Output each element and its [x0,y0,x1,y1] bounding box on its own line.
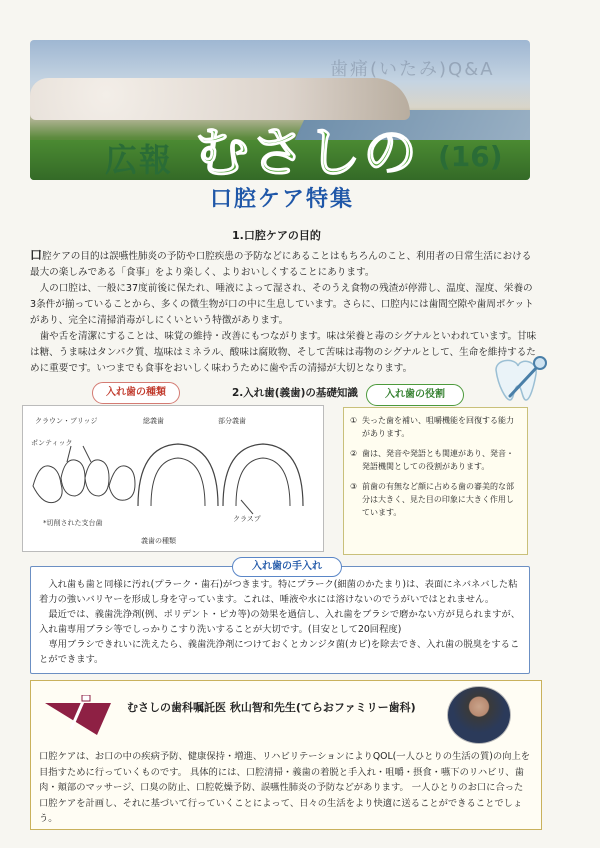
doctor-message-body: 口腔ケアは、お口の中の疾病予防、健康保持・増進、リハビリテーションによりQOL(一人ひとりの生活の質)の向上を目指すために行っていくものです。 具体的には、口腔清掃・義歯の着脱と手入れ・咀嚼・摂食・嚥下のリハビリ、歯肉・頬部のマッサージ、口臭の防止、口腔乾燥予防、誤嚥性肺炎の予防などがあります。 一人ひとりのお口に合った口腔ケアを計画し、それに基づいて行っていくことによって、日々の生活をより快適に送ることができることでしょう。 [39,751,531,824]
denture-drawings [23,406,323,551]
issue-number: (16) [438,140,503,173]
section1-paragraph: 歯や舌を清潔にすることは、味覚の維持・改善にもつながります。味は栄養と毒のシグナルといわれています。甘味は糖、うま味はタンパク質、塩味はミネラル、酸味は腐敗物、そして苦味は毒物のシグナルとして、生命を維持するために重要です。いつまでも食事をおいしく味わうために歯や舌の清掃が大切となります。 [30,331,537,374]
banner-watermark: 歯痛(いたみ)Q&A [330,59,495,80]
care-paragraph: 最近では、義歯洗浄剤(例、ポリデント・ピカ等)の効果を過信し、入れ歯をブラシで磨かない方が見られますが、入れ歯専用ブラシ等でしっかりこすり洗いすることが大切です。(目安として20回程度) [39,609,521,635]
tooth-mirror-icon [488,352,548,408]
list-item: ③ 前歯の有無など顔に占める歯の審美的な部分は大きく、見た目の印象に大きく作用しています。 [350,482,514,517]
care-paragraph: 専用ブラシできれいに洗えたら、義歯洗浄剤につけておくとカンジタ菌(カビ)を除去でき、入れ歯の脱臭をすることができます。 [39,639,520,665]
denture-care-body [31,567,529,667]
toothbrush-flag-icon [45,695,115,737]
denture-care-box [30,566,530,674]
feature-title: 口腔ケア特集 [210,187,355,212]
full-denture-label: 総義歯 [143,417,164,425]
list-item: ① 失った歯を補い、咀嚼機能を回復する能力があります。 [350,416,514,438]
crown-bridge-label: クラウン・ブリッジ [35,417,98,425]
denture-roles-label: 入れ歯の役割 [366,384,464,406]
newsletter-title: むさしの [195,121,419,184]
denture-types-diagram [22,405,324,552]
prepared-tooth-label: *切削された支台歯 [43,519,103,527]
denture-types-label: 入れ歯の種類 [92,382,180,404]
denture-care-label: 入れ歯の手入れ [232,557,342,577]
section1-body [30,247,538,377]
section1-paragraph: 人の口腔は、一般に37度前後に保たれ、唾液によって湿され、そのうえ食物の残渣が停滞し、温度、湿度、栄養の3条件が揃っていることから、多くの微生物が口の中に生息しています。さらに、口腔内には歯間空隙や歯周ポケットがあり、完全に清掃消毒がしにくいという特徴があります。 [30,283,534,326]
list-item: ② 歯は、発音や発語とも関連があり、発音・発語機関としての役割があります。 [350,449,514,471]
newsletter-title-prefix: 広報 [105,141,174,179]
dropcap: 口 [30,248,43,262]
care-paragraph: 入れ歯も歯と同様に汚れ(プラーク・歯石)がつきます。特にプラーク(細菌のかたまり)は、表面にネバネバした粘着力の強いバリヤーを形成し身を守っています。これは、唾液や水には溶けないのでうがいではとれません。 [39,579,518,605]
diagram-caption: 義歯の種類 [141,537,176,545]
doctor-photo [447,686,511,744]
partial-denture-label: 部分義歯 [218,417,246,425]
doctor-message-box [30,680,542,830]
section1-paragraph: 口腔ケアの目的は誤嚥性肺炎の予防や口腔疾患の予防などにあることはもちろんのこと、利用者の日常生活における最大の楽しみである「食事」をより楽しく、よりおいしくすることにあります。 [30,248,532,278]
denture-roles-box [343,407,528,555]
roles-list [344,408,527,519]
clasp-label: クラスプ [233,515,261,523]
pontic-label: ポンティック [31,439,73,447]
section2-heading: 2.入れ歯(義歯)の基礎知識 [232,387,358,399]
doctor-title: むさしの歯科嘱託医 秋山智和先生(てらおファミリー歯科) [127,701,416,714]
section1-heading: 1.口腔ケアの目的 [232,229,321,242]
